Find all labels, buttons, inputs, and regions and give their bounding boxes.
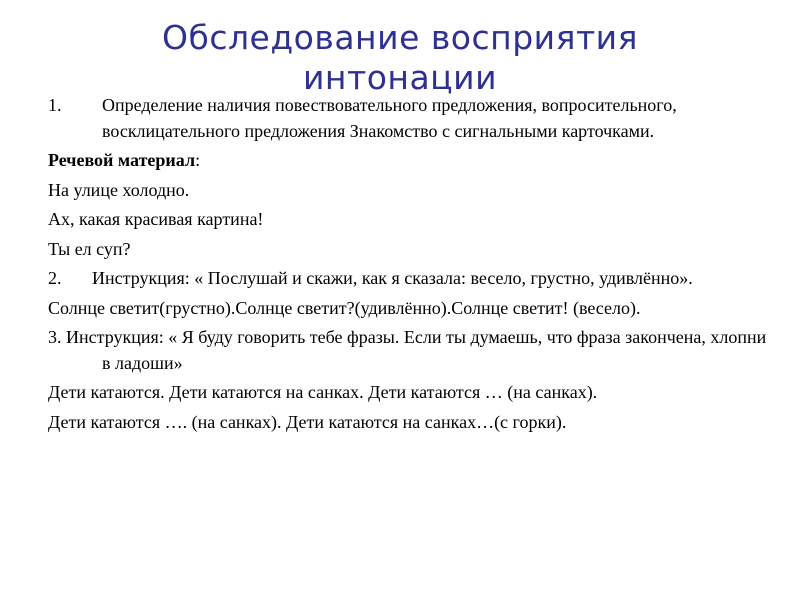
speech-material-label: Речевой материал <box>48 150 196 170</box>
title-line-2: интонации <box>302 58 498 97</box>
speech-material-heading <box>48 148 768 174</box>
item-number: 1. <box>48 95 62 115</box>
item-text: Определение наличия повествовательного предложения, вопросительного, восклицательного предложения Знакомство с сигнальными карточками. <box>102 95 677 141</box>
slide-body <box>48 93 768 439</box>
example-sentence: Солнце светит(грустно).Солнце светит?(удивлённо).Солнце светит! (весело). <box>48 297 641 318</box>
example-sentence: Ты ел суп? <box>48 238 131 259</box>
item-text: Инструкция: « Послушай и скажи, как я сказала: весело, грустно, удивлённо». <box>92 268 693 288</box>
numbered-item-2 <box>48 266 768 292</box>
item-number: 2. <box>48 268 62 288</box>
numbered-item-1 <box>48 93 768 144</box>
example-sentence: Ах, какая красивая картина! <box>48 209 264 229</box>
example-sentence: На улице холодно. <box>48 179 190 200</box>
numbered-item-3: 3. Инструкция: « Я буду говорить тебе фразы. Если ты думаешь, что фраза закончена, хлопни в ладоши» <box>48 327 767 373</box>
speech-material-colon: : <box>195 150 201 170</box>
example-sentence: Дети катаются …. (на санках). Дети катаются на санках…(с горки). <box>48 411 567 432</box>
title-line-1: Обследование восприятия <box>162 18 638 57</box>
example-sentence: Дети катаются. Дети катаются на санках. Дети катаются … (на санках). <box>48 382 598 402</box>
slide-title <box>0 18 800 98</box>
